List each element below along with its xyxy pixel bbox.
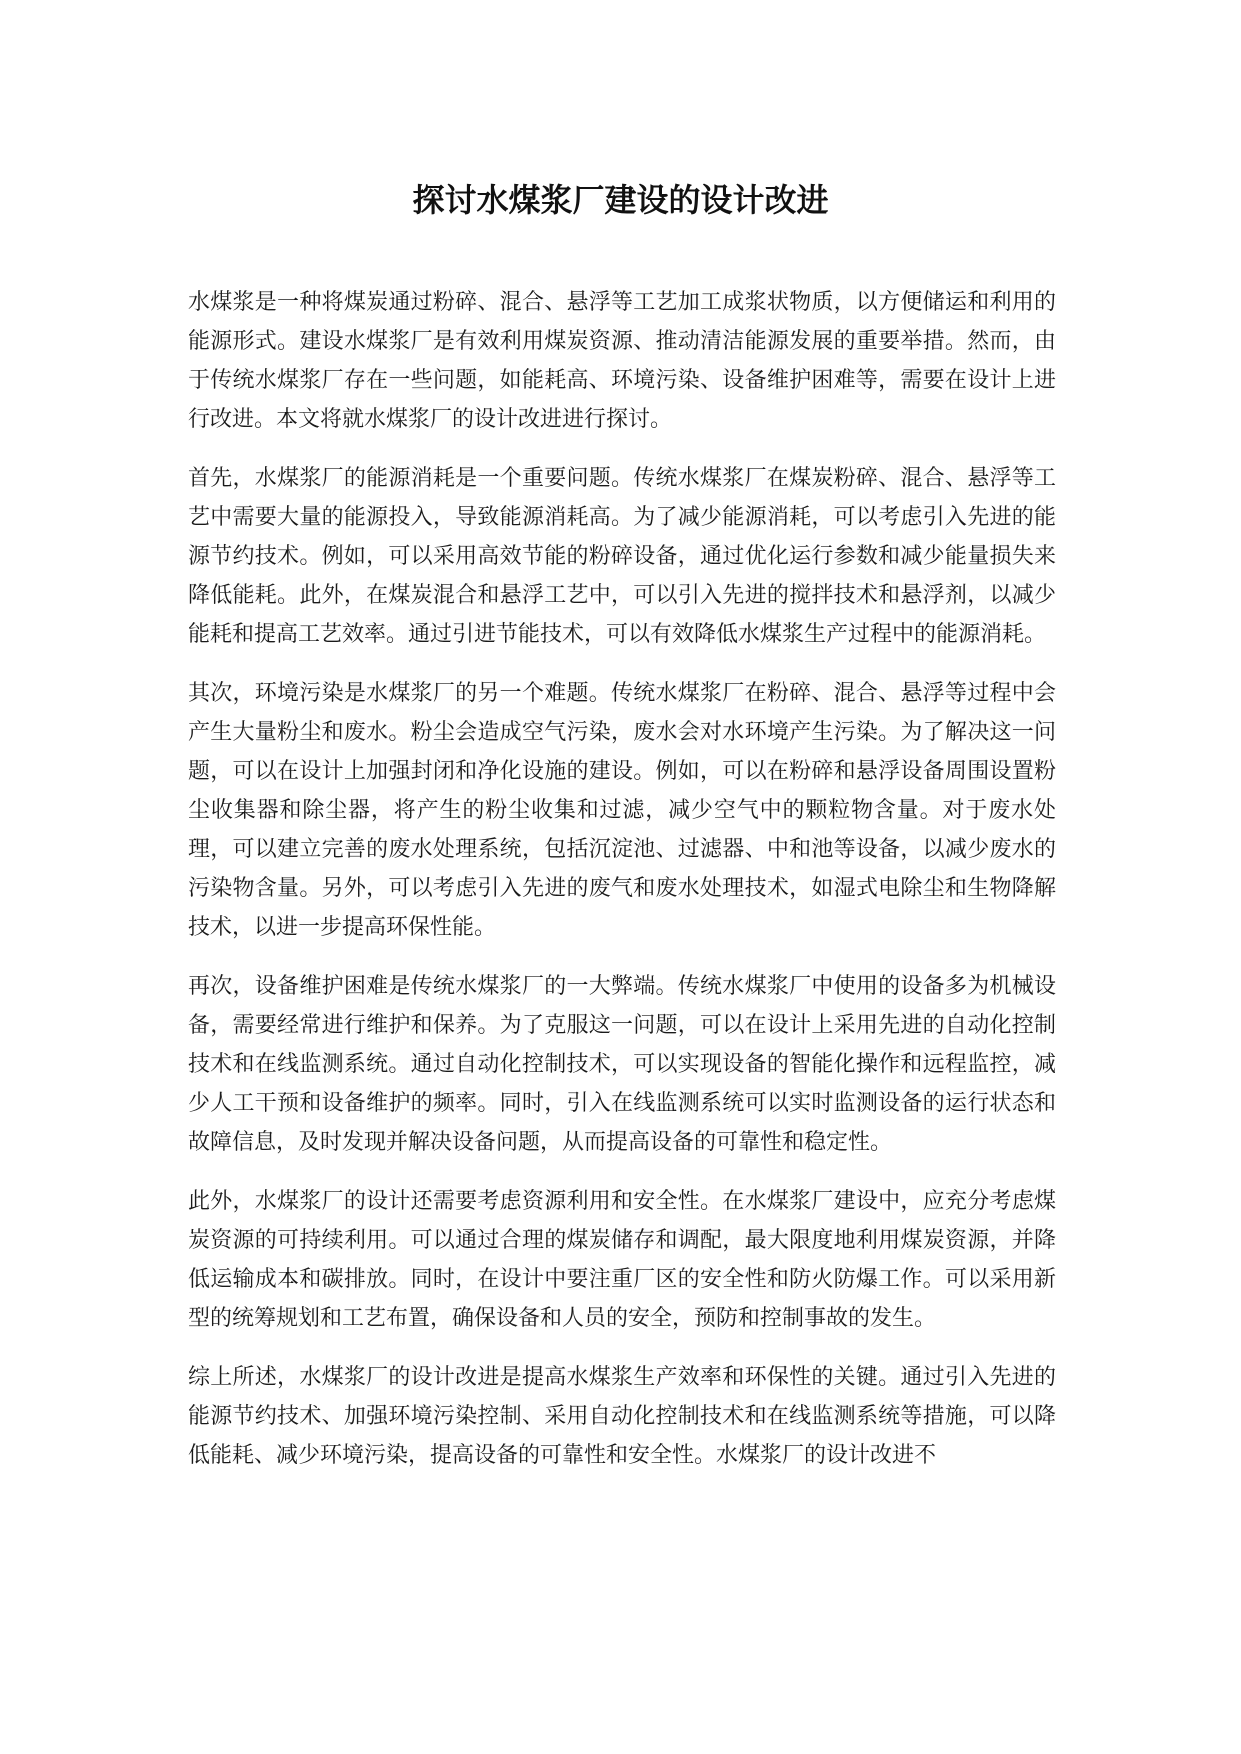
paragraph-intro: 水煤浆是一种将煤炭通过粉碎、混合、悬浮等工艺加工成浆状物质，以方便储运和利用的能源形式。建设水煤浆厂是有效利用煤炭资源、推动清洁能源发展的重要举措。然而，由于传统水煤浆厂存在一些问题，如能耗高、环境污染、设备维护困难等，需要在设计上进行改进。本文将就水煤浆厂的设计改进进行探讨。 (188, 290, 1056, 432)
document-title: 探讨水煤浆厂建设的设计改进 (412, 181, 829, 219)
paragraph-conclusion: 综上所述，水煤浆厂的设计改进是提高水煤浆生产效率和环保性的关键。通过引入先进的能源节约技术、加强环境污染控制、采用自动化控制技术和在线监测系统等措施，可以降低能耗、减少环境污染，提高设备的可靠性和安全性。水煤浆厂的设计改进不 (188, 1365, 1056, 1468)
document-body (188, 283, 1056, 1495)
paragraph-energy: 首先，水煤浆厂的能源消耗是一个重要问题。传统水煤浆厂在煤炭粉碎、混合、悬浮等工艺中需要大量的能源投入，导致能源消耗高。为了减少能源消耗，可以考虑引入先进的能源节约技术。例如，可以采用高效节能的粉碎设备，通过优化运行参数和减少能量损失来降低能耗。此外，在煤炭混合和悬浮工艺中，可以引入先进的搅拌技术和悬浮剂，以减少能耗和提高工艺效率。通过引进节能技术，可以有效降低水煤浆生产过程中的能源消耗。 (188, 466, 1056, 647)
paragraph-resources-safety: 此外，水煤浆厂的设计还需要考虑资源利用和安全性。在水煤浆厂建设中，应充分考虑煤炭资源的可持续利用。可以通过合理的煤炭储存和调配，最大限度地利用煤炭资源，并降低运输成本和碳排放。同时，在设计中要注重厂区的安全性和防火防爆工作。可以采用新型的统筹规划和工艺布置，确保设备和人员的安全，预防和控制事故的发生。 (188, 1189, 1056, 1331)
paragraph-maintenance: 再次，设备维护困难是传统水煤浆厂的一大弊端。传统水煤浆厂中使用的设备多为机械设备，需要经常进行维护和保养。为了克服这一问题，可以在设计上采用先进的自动化控制技术和在线监测系统。通过自动化控制技术，可以实现设备的智能化操作和远程监控，减少人工干预和设备维护的频率。同时，引入在线监测系统可以实时监测设备的运行状态和故障信息，及时发现并解决设备问题，从而提高设备的可靠性和稳定性。 (188, 974, 1056, 1155)
paragraph-pollution: 其次，环境污染是水煤浆厂的另一个难题。传统水煤浆厂在粉碎、混合、悬浮等过程中会产生大量粉尘和废水。粉尘会造成空气污染，废水会对水环境产生污染。为了解决这一问题，可以在设计上加强封闭和净化设施的建设。例如，可以在粉碎和悬浮设备周围设置粉尘收集器和除尘器，将产生的粉尘收集和过滤，减少空气中的颗粒物含量。对于废水处理，可以建立完善的废水处理系统，包括沉淀池、过滤器、中和池等设备，以减少废水的污染物含量。另外，可以考虑引入先进的废气和废水处理技术，如湿式电除尘和生物降解技术，以进一步提高环保性能。 (188, 681, 1056, 940)
